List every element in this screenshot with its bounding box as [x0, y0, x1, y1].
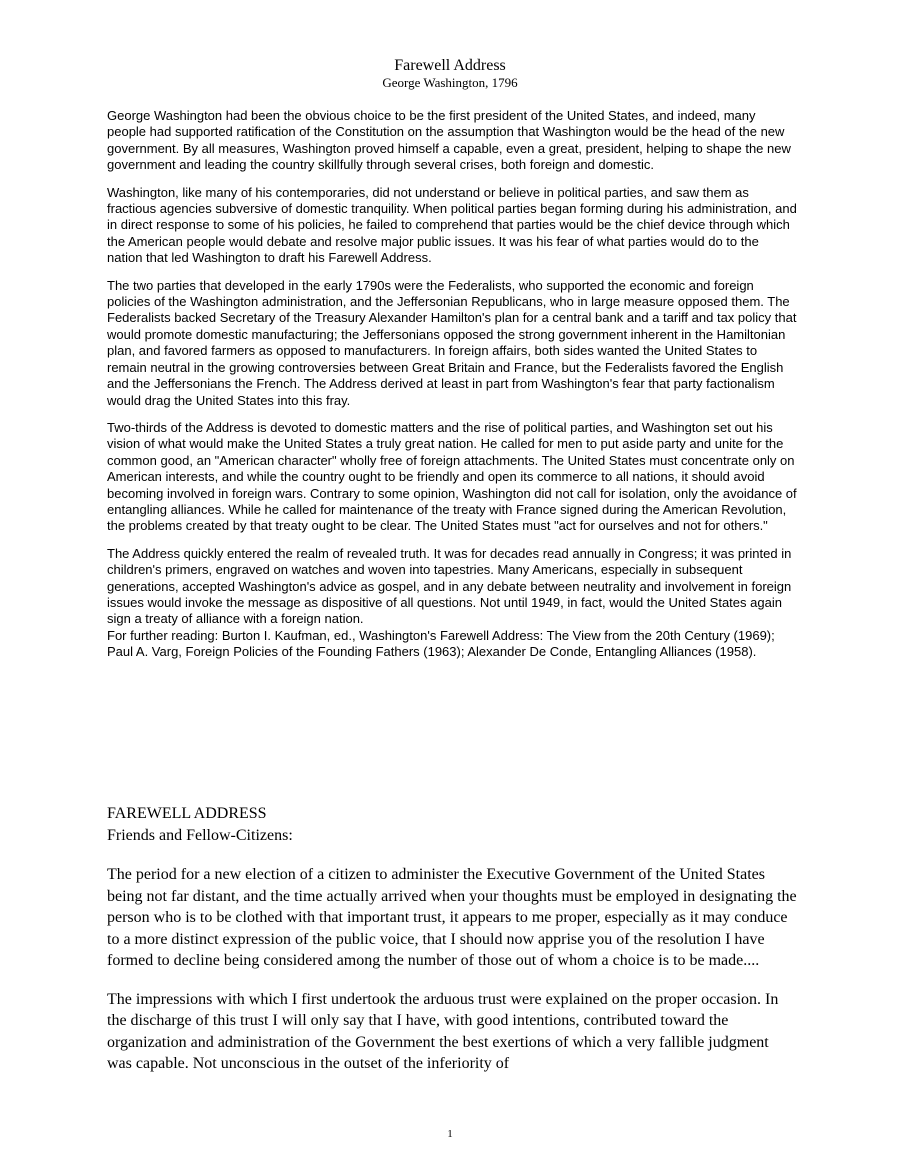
document-title: Farewell Address — [394, 57, 506, 74]
address-section — [107, 803, 797, 1092]
page-number: 1 — [447, 1128, 453, 1140]
address-paragraph: The period for a new election of a citizen to administer the Executive Government of the United States being not far distant, and the time actually arrived when your thoughts must be employed in designating the person who is to be clothed with that important trust, it appears to me proper, especially as it may conduce to a more distinct expression of the public voice, that I should now apprise you of the resolution I have formed to decline being considered among the number of those out of whom a choice is to be made.... — [107, 866, 797, 969]
intro-paragraph: Washington, like many of his contemporaries, did not understand or believe in political parties, and saw them as fractious agencies subversive of domestic tranquility. When political parties began forming during his administration, and in direct response to some of his policies, he failed to comprehend that parties would be the chief device through which the American people would debate and resolve major public issues. It was his fear of what parties would do to the nation that led Washington to draft his Farewell Address. — [107, 184, 797, 266]
document-subtitle: George Washington, 1796 — [382, 75, 518, 90]
address-paragraph: The impressions with which I first undertook the arduous trust were explained on the proper occasion. In the discharge of this trust I will only say that I have, with good intentions, contributed toward the organization and administration of the Government the best exertions of which a very fallible judgment was capable. Not unconscious in the outset of the inferiority of — [107, 990, 779, 1072]
intro-paragraph: George Washington had been the obvious choice to be the first president of the United States, and indeed, many people had supported ratification of the Constitution on the assumption that Washington would be the head of the new government. By all measures, Washington proved himself a capable, even a great, president, helping to shape the new government and leading the country skillfully through several crises, both foreign and domestic. — [107, 108, 791, 173]
document-header — [0, 56, 900, 91]
introduction-section — [107, 108, 797, 672]
address-heading: FAREWELL ADDRESS — [107, 805, 267, 822]
intro-paragraph: The Address quickly entered the realm of revealed truth. It was for decades read annually in Congress; it was printed in children's primers, engraved on watches and woven into tapestries. Many Americans, especially in subsequent generations, accepted Washington's advice as gospel, and in any debate between neutrality and involvement in foreign issues would invoke the message as dispositive of all questions. Not until 1949, in fact, would the United States again sign a treaty of alliance with a foreign nation. — [107, 545, 792, 627]
further-reading: For further reading: Burton I. Kaufman, ed., Washington's Farewell Address: The View from the 20th Century (1969); Paul A. Varg, Foreign Policies of the Founding Fathers (1963); Alexander De Conde, Entangling Alliances (1958). — [107, 627, 775, 660]
address-greeting: Friends and Fellow-Citizens: — [107, 826, 293, 844]
intro-paragraph: The two parties that developed in the early 1790s were the Federalists, who supported the economic and foreign policies of the Washington administration, and the Jeffersonian Republicans, who in large measure opposed them. The Federalists backed Secretary of the Treasury Alexander Hamilton's plan for a central bank and a tariff and tax policy that would promote domestic manufacturing; the Jeffersonians opposed the strong government inherent in the Hamiltonian plan, and favored farmers as opposed to manufacturers. In foreign affairs, both sides wanted the United States to remain neutral in the growing controversies between Great Britain and France, but the Federalists favored the English and the Jeffersonians the French. The Address derived at least in part from Washington's fear that party factionalism would drag the United States into this fray. — [107, 277, 797, 408]
intro-paragraph: Two-thirds of the Address is devoted to domestic matters and the rise of political parties, and Washington set out his vision of what would make the United States a truly great nation. He called for men to put aside party and unite for the common good, an "American character" wholly free of foreign attachments. The United States must concentrate only on American interests, and while the country ought to be friendly and open its commerce to all nations, it should avoid becoming involved in foreign wars. Contrary to some opinion, Washington did not call for isolation, only the avoidance of entangling alliances. While he called for maintenance of the treaty with France signed during the American Revolution, the problems created by that treaty ought to be clear. The United States must "act for ourselves and not for others." — [107, 419, 797, 534]
